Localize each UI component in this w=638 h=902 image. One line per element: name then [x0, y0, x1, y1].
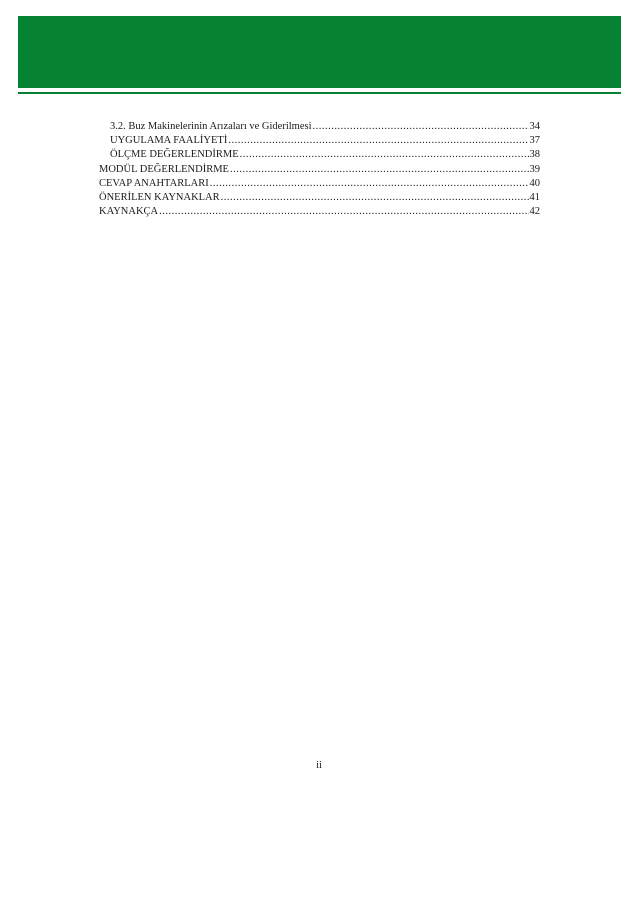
toc-entry[interactable] [99, 177, 540, 191]
toc-leader-dots [228, 134, 528, 148]
toc-entry-page: 37 [529, 135, 540, 147]
header-band [18, 16, 621, 88]
toc-leader-dots [240, 148, 529, 162]
toc-entry-title: KAYNAKÇA [99, 206, 159, 218]
toc-entry[interactable] [99, 163, 540, 177]
table-of-contents [99, 120, 540, 219]
page-number: ii [316, 760, 322, 771]
toc-entry-title: ÖLÇME DEĞERLENDİRME [110, 149, 239, 161]
toc-leader-dots [210, 177, 529, 191]
toc-leader-dots [221, 191, 529, 205]
toc-entry[interactable] [99, 191, 540, 205]
toc-entry-page: 39 [529, 163, 540, 175]
toc-entry[interactable] [99, 134, 540, 148]
toc-entry-title: MODÜL DEĞERLENDİRME [99, 163, 229, 175]
toc-entry-title: 3.2. Buz Makinelerinin Arızaları ve Giderilmesi [110, 121, 312, 132]
toc-entry-title: UYGULAMA FAALİYETİ [110, 135, 228, 147]
toc-entry-page: 38 [529, 149, 540, 161]
toc-entry[interactable] [99, 205, 540, 219]
toc-entry-title: ÖNERİLEN KAYNAKLAR [99, 192, 220, 204]
toc-leader-dots [312, 120, 528, 134]
toc-leader-dots [230, 163, 529, 177]
toc-entry-page: 41 [529, 192, 540, 204]
toc-entry-title: CEVAP ANAHTARLARI [99, 177, 209, 189]
toc-leader-dots [159, 205, 528, 219]
toc-entry-page: 40 [529, 177, 540, 189]
toc-entry-page: 34 [529, 121, 540, 132]
toc-entry-page: 42 [529, 206, 540, 218]
header-rule [18, 92, 621, 94]
toc-entry[interactable] [99, 120, 540, 134]
toc-entry[interactable] [99, 148, 540, 162]
